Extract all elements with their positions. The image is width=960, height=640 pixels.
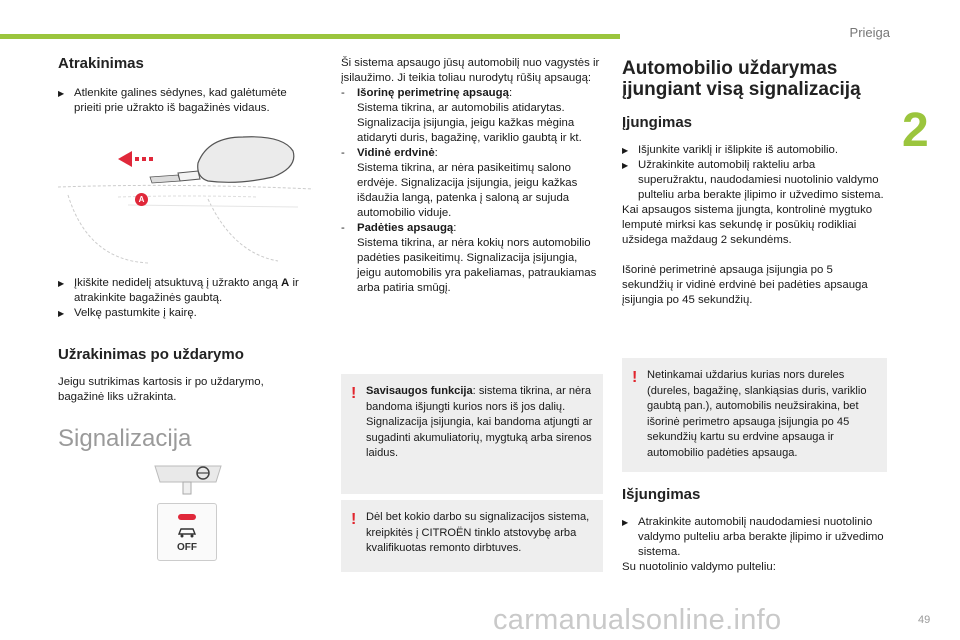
warning-icon: ! bbox=[632, 369, 638, 386]
activation-text-2: Išorinė perimetrinė apsauga įsijungia po 5 sekundžių ir vidinė erdvinė bei padėties apsauga įsijungia po 45 sekundžių. bbox=[622, 264, 868, 306]
chapter-number: 2 bbox=[902, 104, 929, 157]
bullet-icon: ▶ bbox=[622, 518, 629, 527]
bullet-icon: ▶ bbox=[58, 279, 65, 288]
column-right bbox=[622, 58, 887, 308]
note-doors: ! Netinkamai uždarius kurias nors dureles (dureles, bagažinę, slankiąsias duris, variklio gaubtą pan.), automobilis neužsirakina, bet išorinė perimetro apsauga įsijungia po 45 sekundžių kartu su erdvine apsauga ir automobilio padėties apsauga. bbox=[622, 358, 887, 472]
car-lock-icon bbox=[177, 524, 197, 538]
activation-text-1: Kai apsaugos sistema įjungta, kontrolinė mygtuko lemputė mirksi kas sekundę ir posūkių rodikliai užsidega maždaug 2 sekundėms. bbox=[622, 204, 873, 246]
lock-text: Jeigu sutrikimas kartosis ir po uždarymo, bagažinė liks užrakinta. bbox=[58, 376, 264, 403]
alarm-off-button[interactable] bbox=[157, 503, 217, 561]
deactivation-step-1: ▶ Atrakinkite automobilį naudodamiesi nuotolinio valdymo pulteliu arba berakte įlipimo ir užvedimo sistema. bbox=[622, 516, 884, 558]
intro-text: Ši sistema apsaugo jūsų automobilį nuo vagystės ir įsilaužimo. Ji teikia toliau nurodytų rūšių apsaugą: bbox=[341, 57, 600, 84]
deactivation-heading: Išjungimas bbox=[622, 486, 701, 503]
off-label: OFF bbox=[177, 542, 197, 553]
page-number: 49 bbox=[918, 614, 931, 626]
top-accent-bar bbox=[0, 34, 620, 39]
warning-icon: ! bbox=[351, 511, 357, 528]
alarm-sensor-icon bbox=[153, 462, 223, 498]
bullet-icon: ▶ bbox=[622, 161, 629, 170]
activation-step-1: ▶ Išjunkite variklį ir išlipkite iš automobilio. bbox=[622, 144, 839, 156]
column-middle bbox=[341, 56, 603, 296]
bullet-icon: ▶ bbox=[622, 146, 629, 155]
column-right-lower bbox=[622, 487, 887, 575]
unlock-step-1: ▶ Atlenkite galines sėdynes, kad galėtumėte prieiti prie užrakto iš bagažinės vidaus. bbox=[58, 87, 287, 114]
section-label: Prieiga bbox=[849, 25, 890, 40]
signal-heading: Signalizacija bbox=[58, 425, 192, 452]
alarm-indicator-light bbox=[178, 514, 196, 520]
deactivation-text: Su nuotolinio valdymo pulteliu: bbox=[622, 561, 776, 573]
full-alarm-heading: Automobilio uždarymas įjungiant visą signalizaciją bbox=[622, 58, 861, 100]
unlock-step-3: ▶ Velkę pastumkite į kairę. bbox=[58, 307, 197, 319]
unlock-heading: Atrakinimas bbox=[58, 55, 144, 72]
activation-step-2: ▶ Užrakinkite automobilį rakteliu arba superužraktu, naudodamiesi nuotolinio valdymo pulteliu arba berakte įlipimo ir užvedimo sistema. bbox=[622, 159, 884, 201]
protection-item-exterior: - Išorinę perimetrinę apsaugą: Sistema tikrina, ar automobilis atidarytas. Signalizacija įsijungia, jeigu kažkas mėgina atidaryti duris, bagažinę, variklio gaubtą ir kt. bbox=[341, 87, 582, 144]
column-left-lower bbox=[58, 276, 313, 452]
unlock-step-2: ▶ Įkiškite nedidelį atsuktuvą į užrakto angą A ir atrakinkite bagažinės gaubtą. bbox=[58, 277, 299, 304]
activation-heading: Įjungimas bbox=[622, 114, 693, 131]
column-left bbox=[58, 56, 313, 116]
lock-heading: Užrakinimas po uždarymo bbox=[58, 346, 244, 363]
bullet-icon: ▶ bbox=[58, 89, 65, 98]
bullet-icon: ▶ bbox=[58, 309, 65, 318]
note-service: ! Dėl bet kokio darbo su signalizacijos sistema, kreipkitės į CITROËN tinklo atstovybę arba kvalifikuotas remonto dirbtuves. bbox=[341, 500, 603, 572]
warning-icon: ! bbox=[351, 385, 357, 402]
trunk-lock-figure bbox=[58, 135, 313, 265]
protection-item-position: - Padėties apsaugą: Sistema tikrina, ar nėra kokių nors automobilio padėties pasikeitimų. Signalizacija įsijungia, jeigu automobilis yra pakeliamas, patraukiamas arba patiria smūgį. bbox=[341, 222, 597, 294]
label-a-marker: A bbox=[135, 193, 148, 206]
note-self-protection: ! Savisaugos funkcija: sistema tikrina, ar nėra bandoma išjungti kurios nors iš jos dalių. Signalizacija įsijungia, kai bandoma atjungti ar sugadinti akumuliatorių, mygtuką arba sirenos laidus. bbox=[341, 374, 603, 494]
protection-item-interior: - Vidinė erdvinė: Sistema tikrina, ar nėra pasikeitimų salono erdvėje. Signalizacija įsijungia, jeigu kažkas išdaužia langą, patenka į saloną ar sujuda automobilio viduje. bbox=[341, 147, 578, 219]
watermark: carmanualsonline.info bbox=[493, 604, 782, 636]
